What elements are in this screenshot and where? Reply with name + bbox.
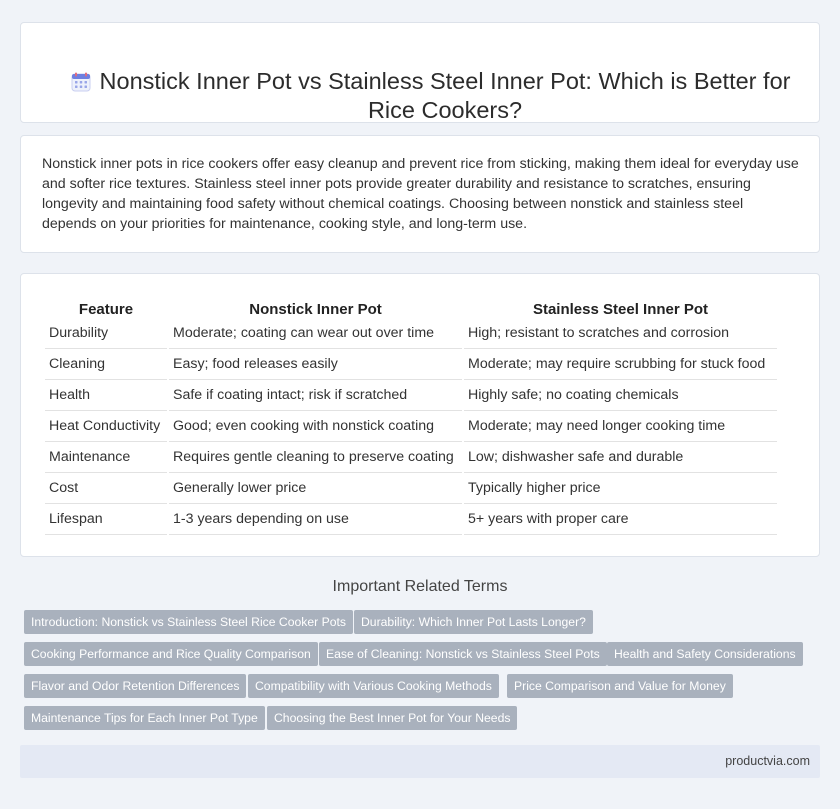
table-cell: Heat Conductivity [45,411,167,442]
table-cell: Durability [45,318,167,349]
related-terms-heading: Important Related Terms [332,578,508,595]
table-row [45,473,777,504]
table-cell: Good; even cooking with nonstick coating [169,411,462,442]
related-tag[interactable]: Choosing the Best Inner Pot for Your Needs [267,706,517,730]
table-header-row [45,296,777,318]
table-row [45,318,777,349]
table-cell: 5+ years with proper care [464,504,777,535]
table-cell: Generally lower price [169,473,462,504]
table-cell: Easy; food releases easily [169,349,462,380]
table-cell: Typically higher price [464,473,777,504]
related-tag[interactable]: Health and Safety Considerations [607,642,803,666]
column-header-feature: Feature [78,301,134,318]
table-cell: Safe if coating intact; risk if scratched [169,380,462,411]
related-tag[interactable]: Price Comparison and Value for Money [507,674,733,698]
table-cell: Moderate; may need longer cooking time [464,411,777,442]
table-cell: Moderate; coating can wear out over time [169,318,462,349]
comparison-card [20,273,820,557]
calendar-icon [69,70,93,94]
table-row [45,442,777,473]
table-cell: Highly safe; no coating chemicals [464,380,777,411]
table-cell: Low; dishwasher safe and durable [464,442,777,473]
table-cell: High; resistant to scratches and corrosion [464,318,777,349]
table-row [45,349,777,380]
table-cell: Cost [45,473,167,504]
table-row [45,380,777,411]
table-cell: Health [45,380,167,411]
related-tag[interactable]: Flavor and Odor Retention Differences [24,674,246,698]
table-cell: Maintenance [45,442,167,473]
related-tag[interactable]: Durability: Which Inner Pot Lasts Longer? [354,610,593,634]
page-title: Nonstick Inner Pot vs Stainless Steel Inner Pot: Which is Better for Rice Cookers? [99,68,791,123]
related-tag[interactable]: Cooking Performance and Rice Quality Comparison [24,642,318,666]
column-header-stainless: Stainless Steel Inner Pot [532,301,709,318]
table-row [45,411,777,442]
table-row [45,504,777,535]
comparison-table [43,296,779,535]
related-tag[interactable]: Ease of Cleaning: Nonstick vs Stainless Steel Pots [319,642,607,666]
table-cell: Moderate; may require scrubbing for stuck food [464,349,777,380]
related-tag[interactable]: Introduction: Nonstick vs Stainless Steel Rice Cooker Pots [24,610,353,634]
title-card [20,22,820,123]
intro-card [20,135,820,253]
table-cell: 1-3 years depending on use [169,504,462,535]
footer [20,745,820,778]
column-header-nonstick: Nonstick Inner Pot [249,301,382,318]
intro-paragraph: Nonstick inner pots in rice cookers offer easy cleanup and prevent rice from sticking, making them ideal for everyday use and softer rice textures. Stainless steel inner pots provide greater durability and resistance to scratches, ensuring longevity and maintaining food safety without chemical coatings. Choosing between nonstick and stainless steel depends on your priorities for maintenance, cooking style, and long-term use. [42,156,799,232]
table-cell: Cleaning [45,349,167,380]
table-cell: Lifespan [45,504,167,535]
table-cell: Requires gentle cleaning to preserve coating [169,442,462,473]
related-tag[interactable]: Maintenance Tips for Each Inner Pot Type [24,706,265,730]
related-tag[interactable]: Compatibility with Various Cooking Methods [248,674,499,698]
footer-site-link[interactable]: productvia.com [725,754,810,768]
